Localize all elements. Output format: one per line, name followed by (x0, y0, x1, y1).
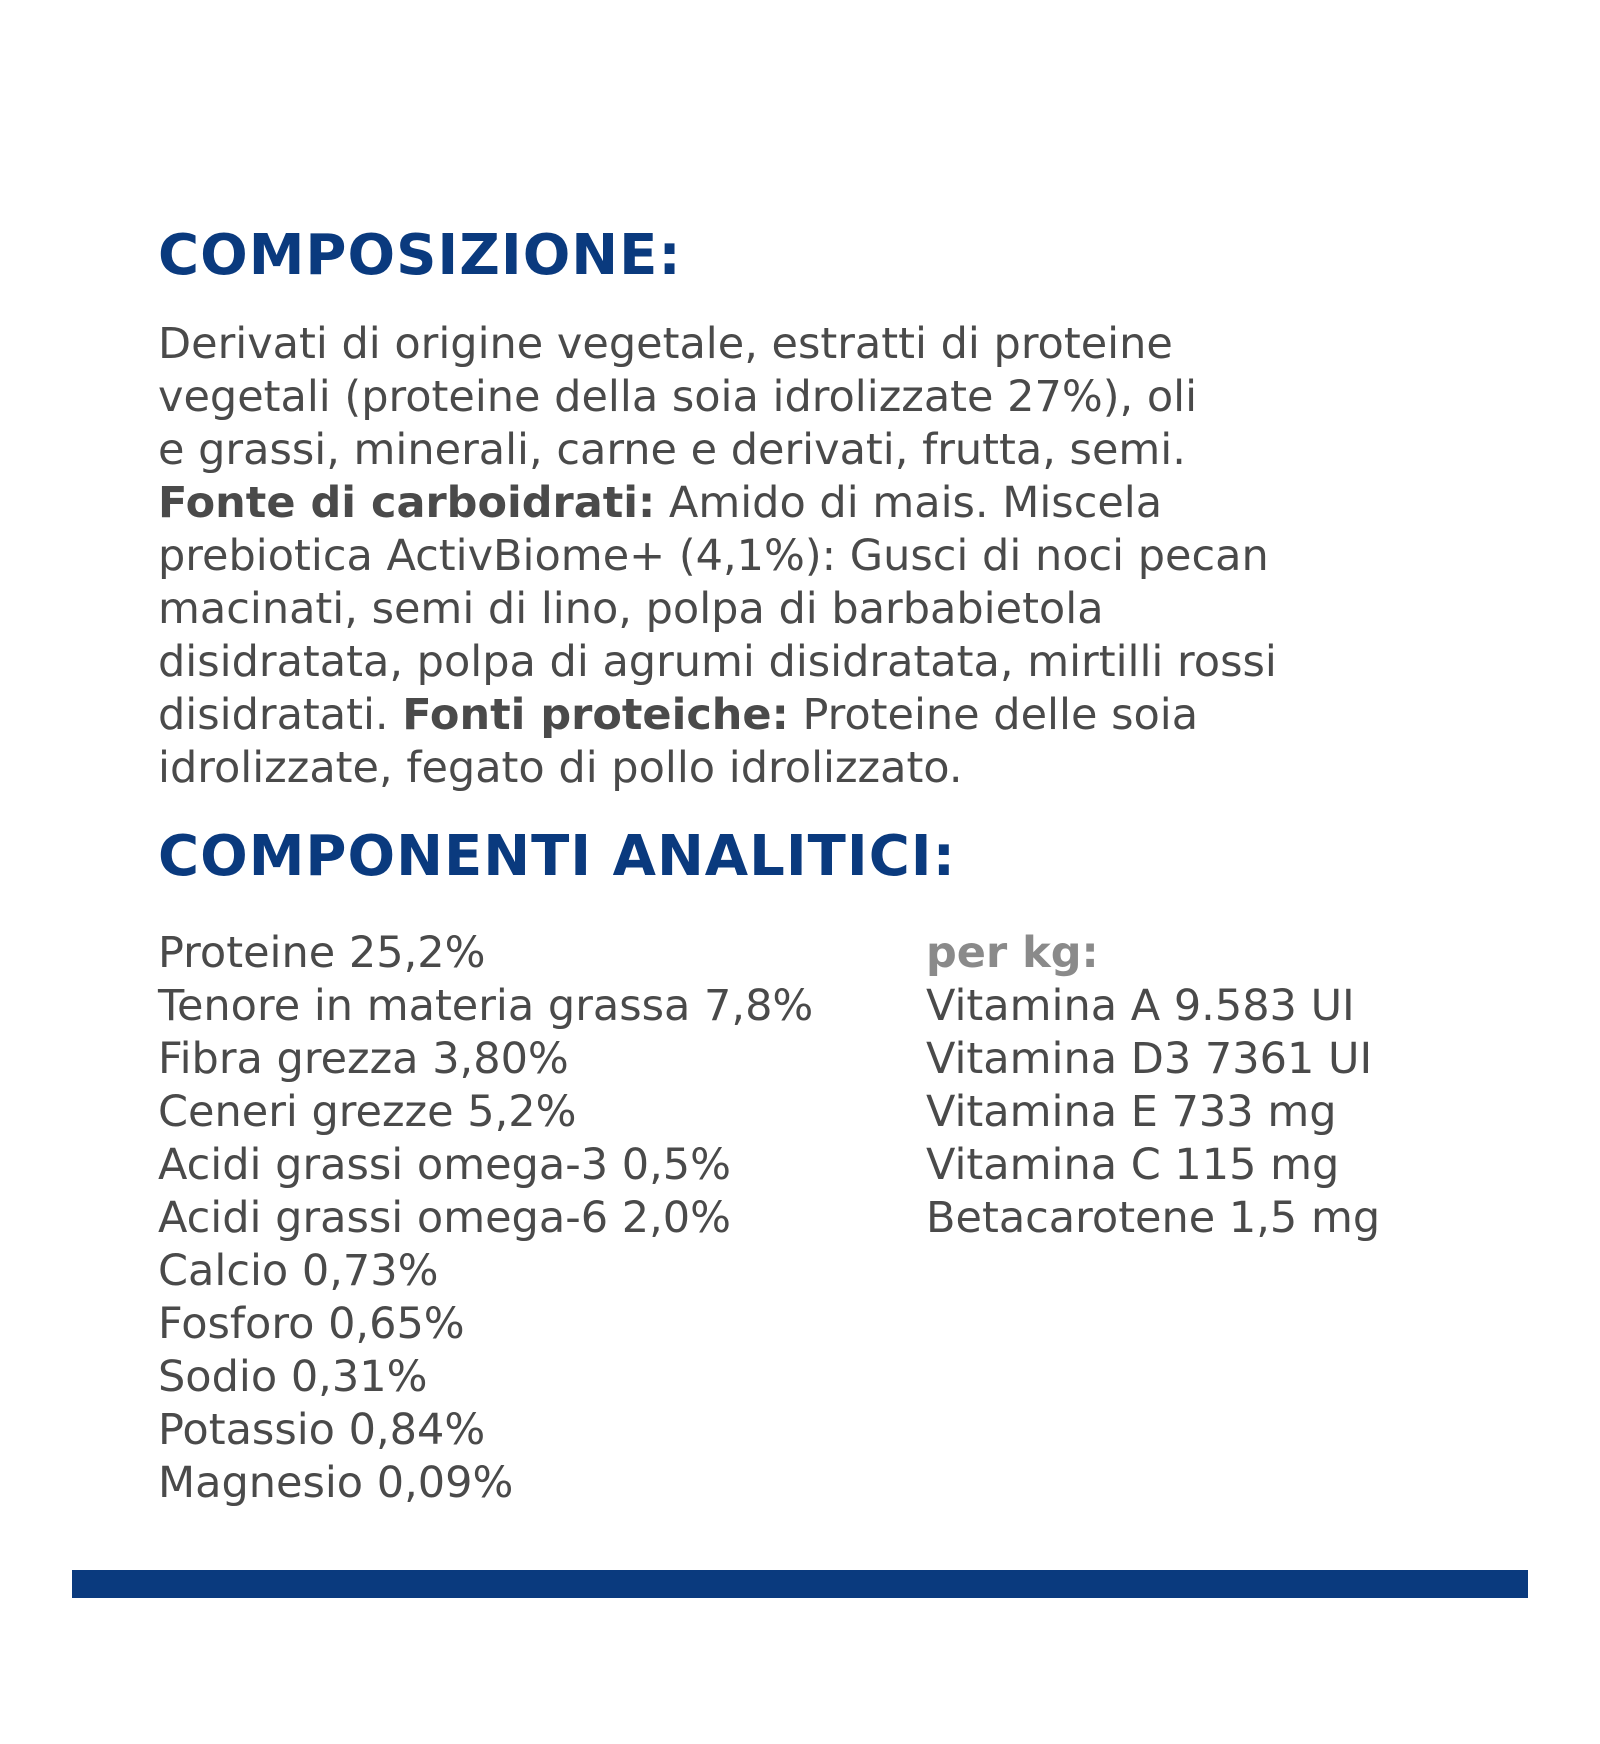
bottom-divider-bar (72, 1570, 1528, 1598)
composition-line: e grassi, minerali, carne e derivati, frutta, semi. (158, 425, 1186, 475)
analytics-heading: COMPONENTI ANALITICI: (158, 824, 957, 889)
analytic-item: Potassio 0,84% (158, 1405, 486, 1455)
composition-line (158, 477, 1478, 530)
analytic-item: Ceneri grezze 5,2% (158, 1087, 577, 1137)
carbohydrate-source-text: Amido di mais. Miscela (655, 478, 1163, 528)
composition-text-part: disidratati. (158, 690, 403, 740)
composition-line: vegetali (proteine della soia idrolizzate 27%), oli (158, 372, 1198, 422)
composition-line: macinati, semi di lino, polpa di barbabietola (158, 584, 1104, 634)
analytic-item: Acidi grassi omega-6 2,0% (158, 1193, 731, 1243)
vitamin-item: Vitamina C 115 mg (926, 1140, 1340, 1190)
vitamin-item: Vitamina E 733 mg (926, 1087, 1337, 1137)
composition-heading: COMPOSIZIONE: (158, 223, 682, 288)
analytic-item: Fibra grezza 3,80% (158, 1034, 569, 1084)
analytic-item: Tenore in materia grassa 7,8% (158, 981, 814, 1031)
vitamin-item: Vitamina D3 7361 UI (926, 1034, 1373, 1084)
vitamin-item: Vitamina A 9.583 UI (926, 981, 1355, 1031)
protein-source-label: Fonti proteiche: (402, 690, 789, 740)
label-content (158, 222, 1478, 1510)
analytic-item: Proteine 25,2% (158, 928, 486, 978)
carbohydrate-source-label: Fonte di carboidrati: (158, 478, 656, 528)
analytic-item: Fosforo 0,65% (158, 1299, 465, 1349)
composition-line: disidratata, polpa di agrumi disidratata, mirtilli rossi (158, 637, 1277, 687)
analytic-item: Calcio 0,73% (158, 1246, 439, 1296)
protein-source-text: Proteine delle soia (788, 690, 1199, 740)
analytic-item: Magnesio 0,09% (158, 1458, 514, 1508)
analytic-item: Acidi grassi omega-3 0,5% (158, 1140, 731, 1190)
analytics-left-column (158, 927, 926, 1510)
composition-line: Derivati di origine vegetale, estratti di proteine (158, 319, 1173, 369)
analytic-item: Sodio 0,31% (158, 1352, 428, 1402)
analytics-right-column (926, 927, 1380, 1510)
vitamin-item: Betacarotene 1,5 mg (926, 1193, 1381, 1243)
per-kg-header: per kg: (926, 928, 1099, 978)
composition-line (158, 689, 1478, 742)
analytics-table (158, 927, 1478, 1510)
composition-line: prebiotica ActivBiome+ (4,1%): Gusci di noci pecan (158, 531, 1269, 581)
composition-text (158, 318, 1478, 795)
composition-line: idrolizzate, fegato di pollo idrolizzato. (158, 743, 963, 793)
